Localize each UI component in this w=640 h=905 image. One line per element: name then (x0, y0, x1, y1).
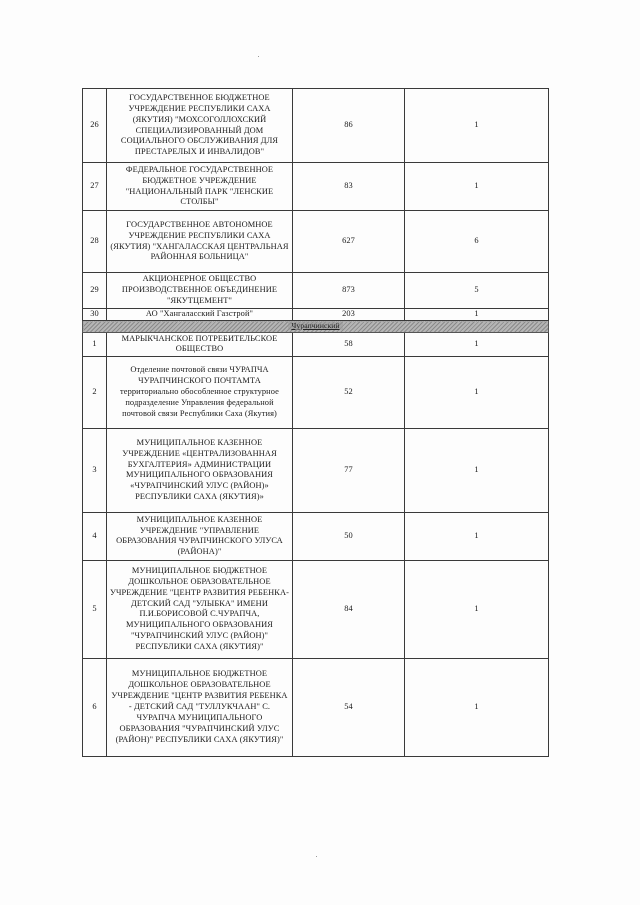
section-header-row (83, 321, 549, 333)
section-label: Чурапчинский (288, 322, 342, 330)
row-number: 3 (83, 428, 107, 512)
row-number: 6 (83, 658, 107, 756)
value-a: 873 (293, 273, 405, 309)
value-b: 6 (405, 211, 549, 273)
value-a: 54 (293, 658, 405, 756)
organization-name: МУНИЦИПАЛЬНОЕ БЮДЖЕТНОЕ ДОШКОЛЬНОЕ ОБРАЗОВАТЕЛЬНОЕ УЧРЕЖДЕНИЕ "ЦЕНТР РАЗВИТИЯ РЕБЕНКА - ДЕТСКИЙ САД "ТУЛЛУКЧААН" С. ЧУРАПЧА МУНИЦИПАЛЬНОГО ОБРАЗОВАНИЯ "ЧУРАПЧИНСКИЙ УЛУС (РАЙОН)" РЕСПУБЛИКИ САХА (ЯКУТИЯ)" (107, 658, 293, 756)
organization-name: ФЕДЕРАЛЬНОЕ ГОСУДАРСТВЕННОЕ БЮДЖЕТНОЕ УЧРЕЖДЕНИЕ "НАЦИОНАЛЬНЫЙ ПАРК "ЛЕНСКИЕ СТОЛБЫ" (107, 163, 293, 211)
row-number: 2 (83, 356, 107, 428)
row-number: 5 (83, 560, 107, 658)
row-number: 1 (83, 332, 107, 356)
value-a: 83 (293, 163, 405, 211)
row-number: 26 (83, 89, 107, 163)
value-b: 1 (405, 658, 549, 756)
organization-name: МУНИЦИПАЛЬНОЕ БЮДЖЕТНОЕ ДОШКОЛЬНОЕ ОБРАЗОВАТЕЛЬНОЕ УЧРЕЖДЕНИЕ "ЦЕНТР РАЗВИТИЯ РЕБЕНКА-ДЕТСКИЙ САД "УЛЫБКА" ИМЕНИ П.И.БОРИСОВОЙ С.ЧУРАПЧА, МУНИЦИПАЛЬНОГО ОБРАЗОВАНИЯ "ЧУРАПЧИНСКИЙ УЛУС (РАЙОН)" РЕСПУБЛИКИ САХА (ЯКУТИЯ)" (107, 560, 293, 658)
organization-name: МУНИЦИПАЛЬНОЕ КАЗЕННОЕ УЧРЕЖДЕНИЕ «ЦЕНТРАЛИЗОВАННАЯ БУХГАЛТЕРИЯ» АДМИНИСТРАЦИИ МУНИЦИПАЛЬНОГО ОБРАЗОВАНИЯ «ЧУРАПЧИНСКИЙ УЛУС (РАЙОН)» РЕСПУБЛИКИ САХА (ЯКУТИЯ)» (107, 428, 293, 512)
row-number: 4 (83, 512, 107, 560)
value-b: 1 (405, 89, 549, 163)
value-a: 86 (293, 89, 405, 163)
table-row (83, 309, 549, 321)
row-number: 28 (83, 211, 107, 273)
scan-speck (258, 56, 259, 57)
table-row (83, 89, 549, 163)
value-a: 50 (293, 512, 405, 560)
organization-name: АКЦИОНЕРНОЕ ОБЩЕСТВО ПРОИЗВОДСТВЕННОЕ ОБЪЕДИНЕНИЕ "ЯКУТЦЕМЕНТ" (107, 273, 293, 309)
section-header (83, 321, 549, 333)
table-row (83, 560, 549, 658)
row-number: 30 (83, 309, 107, 321)
value-a: 627 (293, 211, 405, 273)
table-row (83, 273, 549, 309)
value-b: 1 (405, 428, 549, 512)
value-b: 1 (405, 332, 549, 356)
value-a: 52 (293, 356, 405, 428)
organization-name: МАРЫКЧАНСКОЕ ПОТРЕБИТЕЛЬСКОЕ ОБЩЕСТВО (107, 332, 293, 356)
organization-name: МУНИЦИПАЛЬНОЕ КАЗЕННОЕ УЧРЕЖДЕНИЕ "УПРАВЛЕНИЕ ОБРАЗОВАНИЯ ЧУРАПЧИНСКОГО УЛУСА (РАЙОНА)" (107, 512, 293, 560)
value-b: 1 (405, 309, 549, 321)
organization-name: АО "Хангаласский Газстрой" (107, 309, 293, 321)
table-row (83, 211, 549, 273)
value-b: 1 (405, 512, 549, 560)
scan-speck (316, 856, 317, 857)
value-a: 58 (293, 332, 405, 356)
organization-name: Отделение почтовой связи ЧУРАПЧА ЧУРАПЧИНСКОГО ПОЧТАМТА территориально обособленное структурное подразделение Управления федеральной почтовой связи Республики Саха (Якутия) (107, 356, 293, 428)
value-a: 84 (293, 560, 405, 658)
row-number: 29 (83, 273, 107, 309)
table-row (83, 512, 549, 560)
value-b: 5 (405, 273, 549, 309)
table-row (83, 658, 549, 756)
value-a: 203 (293, 309, 405, 321)
table-row (83, 428, 549, 512)
organizations-table (82, 88, 549, 757)
table-row (83, 356, 549, 428)
value-b: 1 (405, 560, 549, 658)
value-b: 1 (405, 356, 549, 428)
table-row (83, 163, 549, 211)
value-b: 1 (405, 163, 549, 211)
organization-name: ГОСУДАРСТВЕННОЕ БЮДЖЕТНОЕ УЧРЕЖДЕНИЕ РЕСПУБЛИКИ САХА (ЯКУТИЯ) "МОХСОГОЛЛОХСКИЙ СПЕЦИАЛИЗИРОВАННЫЙ ДОМ СОЦИАЛЬНОГО ОБСЛУЖИВАНИЯ ДЛЯ ПРЕСТАРЕЛЫХ И ИНВАЛИДОВ" (107, 89, 293, 163)
organization-name: ГОСУДАРСТВЕННОЕ АВТОНОМНОЕ УЧРЕЖДЕНИЕ РЕСПУБЛИКИ САХА (ЯКУТИЯ) "ХАНГАЛАССКАЯ ЦЕНТРАЛЬНАЯ РАЙОННАЯ БОЛЬНИЦА" (107, 211, 293, 273)
row-number: 27 (83, 163, 107, 211)
table-row (83, 332, 549, 356)
value-a: 77 (293, 428, 405, 512)
